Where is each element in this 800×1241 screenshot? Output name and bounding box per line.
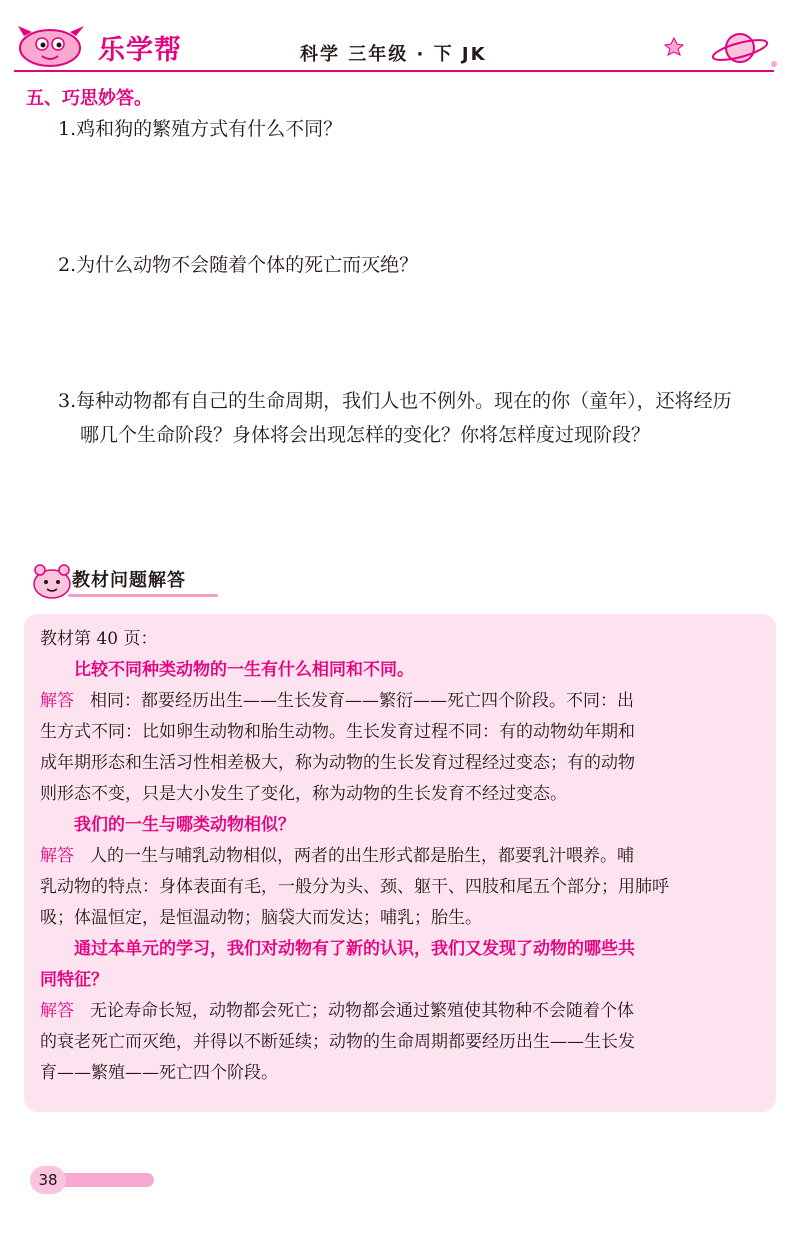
answer-1-line: 则形态不变，只是大小发生了变化，称为动物的生长发育不经过变态。 xyxy=(40,784,567,804)
question-2: 2.为什么动物不会随着个体的死亡而灭绝？ xyxy=(58,254,419,276)
question-1: 1.鸡和狗的繁殖方式有什么不同？ xyxy=(58,118,343,140)
brand-name: 乐学帮 xyxy=(98,35,182,66)
answer-question-3-cont: 同特征？ xyxy=(40,970,108,990)
header-divider xyxy=(14,70,774,72)
page-header xyxy=(0,0,800,80)
answer-2-line: 乳动物的特点：身体表面有毛，一般分为头、颈、躯干、四肢和尾五个部分；用肺呼 xyxy=(40,877,669,897)
answer-1-line: 成年期形态和生活习性相差极大，称为动物的生长发育过程经过变态；有的动物 xyxy=(40,753,635,773)
answer-label: 解答 xyxy=(40,691,74,711)
answer-question-3: 通过本单元的学习，我们对动物有了新的认识，我们又发现了动物的哪些共 xyxy=(74,939,635,959)
answer-1-line: 生方式不同：比如卵生动物和胎生动物。生长发育过程不同：有的动物幼年期和 xyxy=(40,722,635,742)
answer-2-line: 解答 人的一生与哺乳动物相似，两者的出生形式都是胎生，都要乳汁喂养。哺 xyxy=(40,846,634,866)
answer-label: 解答 xyxy=(40,1001,74,1021)
answer-3-line: 的衰老死亡而灭绝，并得以不断延续；动物的生命周期都要经历出生——生长发 xyxy=(40,1032,635,1052)
answer-label: 解答 xyxy=(40,846,74,866)
answer-3-line: 育——繁殖——死亡四个阶段。 xyxy=(40,1063,278,1083)
page-number: 38 xyxy=(30,1166,66,1194)
answer-2-line: 吸；体温恒定，是恒温动物；脑袋大而发达；哺乳；胎生。 xyxy=(40,908,482,928)
logo xyxy=(14,22,194,70)
answers-title: 教材问题解答 xyxy=(72,570,186,591)
page-reference: 教材第 40 页： xyxy=(40,629,158,649)
mascot-icon xyxy=(14,22,94,70)
answer-3-line: 解答 无论寿命长短，动物都会死亡；动物都会通过繁殖使其物种不会随着个体 xyxy=(40,1001,634,1021)
answer-question-1: 比较不同种类动物的一生有什么相同和不同。 xyxy=(74,660,414,680)
question-3: 3.每种动物都有自己的生命周期，我们人也不例外。现在的你（童年），还将经历 哪几个生命阶段？身体将会出现怎样的变化？你将怎样度过现阶段？ xyxy=(58,390,732,446)
planet-icon xyxy=(660,24,780,74)
subject-title: 科学 三年级 · 下 JK xyxy=(300,44,487,65)
answers-box xyxy=(24,614,776,1112)
answer-1-line: 解答 相同：都要经历出生——生长发育——繁衍——死亡四个阶段。不同：出 xyxy=(40,691,634,711)
answers-title-underline xyxy=(68,594,218,597)
answer-question-2: 我们的一生与哪类动物相似？ xyxy=(74,815,295,835)
section-title: 五、巧思妙答。 xyxy=(26,88,152,109)
